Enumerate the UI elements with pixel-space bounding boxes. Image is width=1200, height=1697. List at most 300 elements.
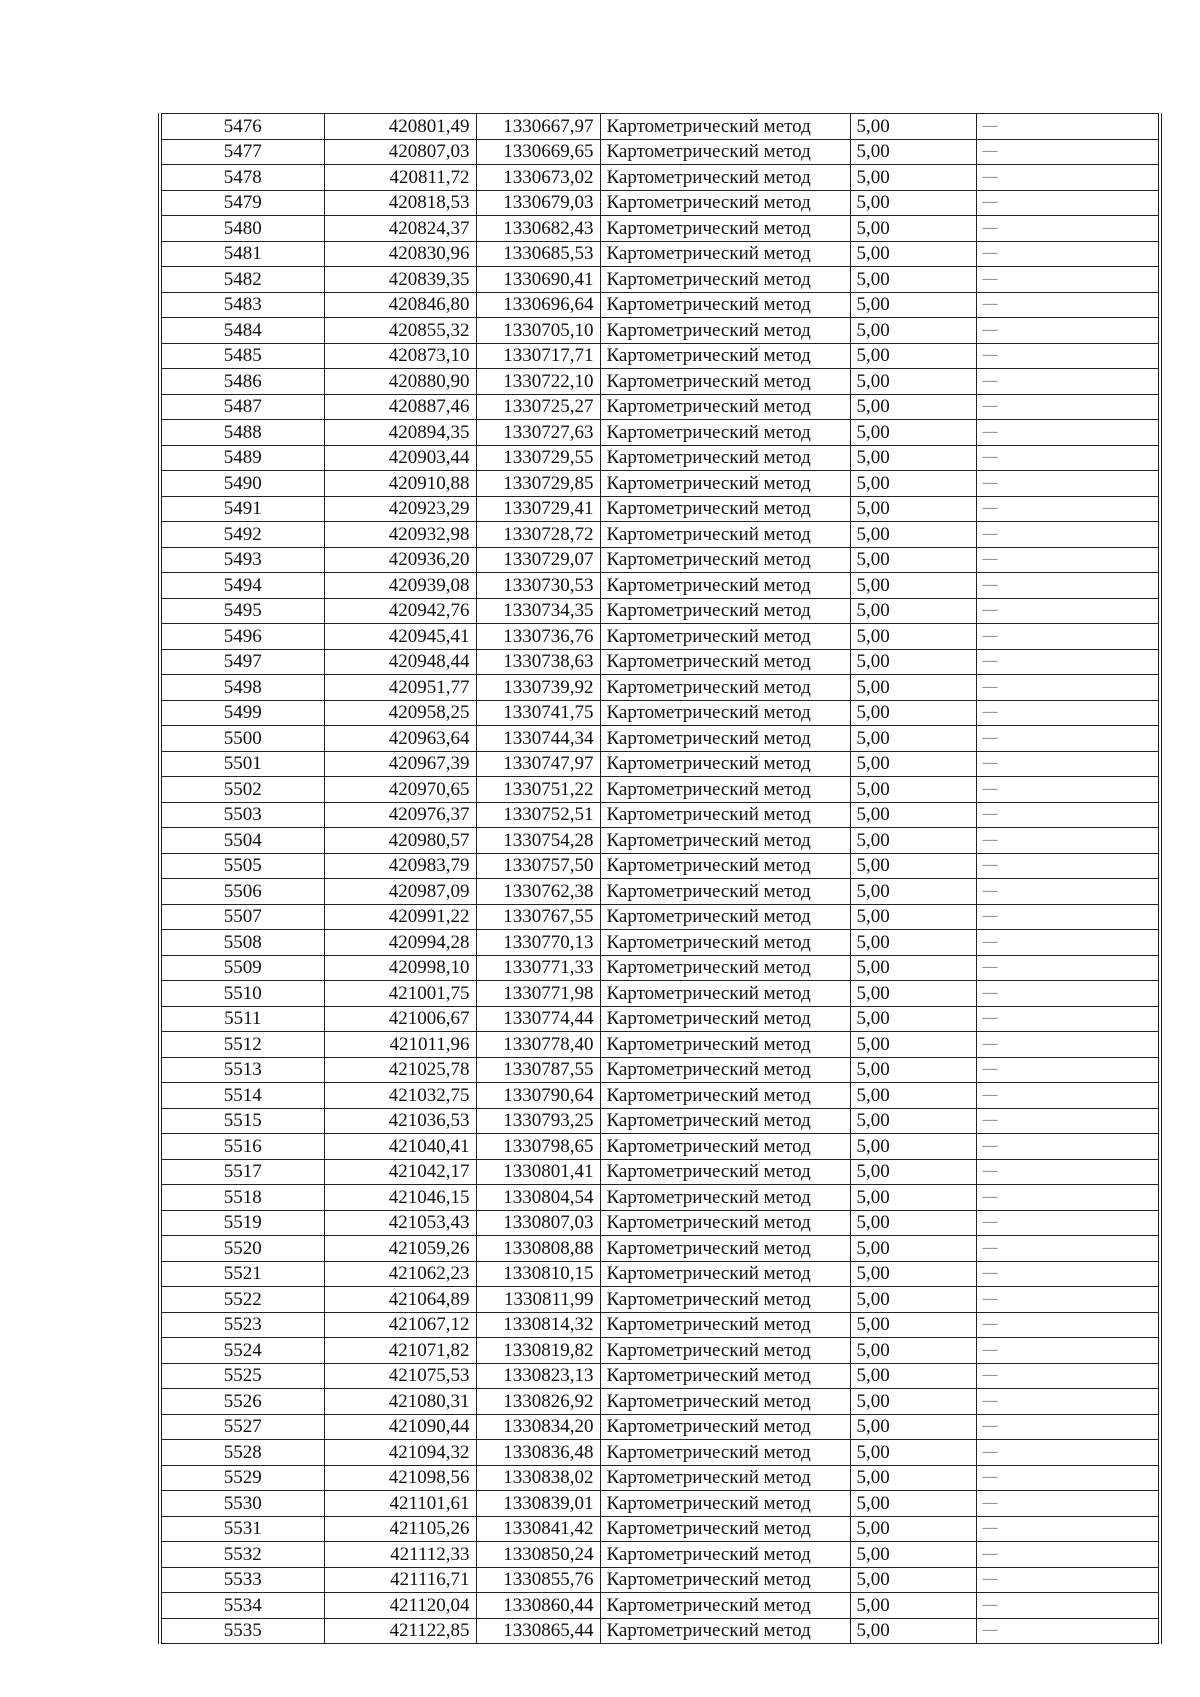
x-coordinate-cell: 420807,03	[324, 139, 476, 165]
x-coordinate-cell: 420824,37	[324, 216, 476, 242]
y-coordinate-cell: 1330767,55	[476, 904, 600, 930]
y-coordinate-cell: 1330770,13	[476, 930, 600, 956]
accuracy-cell: 5,00	[850, 828, 976, 854]
point-number-cell: 5517	[160, 1159, 324, 1185]
accuracy-cell: 5,00	[850, 1185, 976, 1211]
x-coordinate-cell: 421062,23	[324, 1261, 476, 1287]
y-coordinate-cell: 1330771,33	[476, 955, 600, 981]
method-cell: Картометрический метод	[600, 930, 850, 956]
point-number-cell: 5510	[160, 981, 324, 1007]
point-number-cell: 5507	[160, 904, 324, 930]
method-cell: Картометрический метод	[600, 853, 850, 879]
x-coordinate-cell: 421053,43	[324, 1210, 476, 1236]
point-number-cell: 5506	[160, 879, 324, 905]
accuracy-cell: 5,00	[850, 1261, 976, 1287]
y-coordinate-cell: 1330739,92	[476, 675, 600, 701]
table-row	[160, 777, 1160, 803]
accuracy-cell: 5,00	[850, 726, 976, 752]
point-number-cell: 5530	[160, 1491, 324, 1517]
accuracy-cell: 5,00	[850, 624, 976, 650]
coordinates-table-body	[160, 114, 1160, 1644]
y-coordinate-cell: 1330717,71	[476, 343, 600, 369]
point-number-cell: 5532	[160, 1542, 324, 1568]
table-row	[160, 573, 1160, 599]
accuracy-cell: 5,00	[850, 777, 976, 803]
note-dash-cell: —	[976, 904, 1160, 930]
y-coordinate-cell: 1330801,41	[476, 1159, 600, 1185]
accuracy-cell: 5,00	[850, 547, 976, 573]
table-row	[160, 1567, 1160, 1593]
method-cell: Картометрический метод	[600, 904, 850, 930]
x-coordinate-cell: 421080,31	[324, 1389, 476, 1415]
y-coordinate-cell: 1330762,38	[476, 879, 600, 905]
x-coordinate-cell: 420855,32	[324, 318, 476, 344]
x-coordinate-cell: 420923,29	[324, 496, 476, 522]
table-row	[160, 1287, 1160, 1313]
y-coordinate-cell: 1330834,20	[476, 1414, 600, 1440]
method-cell: Картометрический метод	[600, 879, 850, 905]
method-cell: Картометрический метод	[600, 649, 850, 675]
note-dash-cell: —	[976, 318, 1160, 344]
point-number-cell: 5481	[160, 241, 324, 267]
x-coordinate-cell: 420987,09	[324, 879, 476, 905]
y-coordinate-cell: 1330865,44	[476, 1618, 600, 1644]
table-row	[160, 828, 1160, 854]
point-number-cell: 5498	[160, 675, 324, 701]
method-cell: Картометрический метод	[600, 394, 850, 420]
point-number-cell: 5529	[160, 1465, 324, 1491]
point-number-cell: 5524	[160, 1338, 324, 1364]
table-row	[160, 904, 1160, 930]
accuracy-cell: 5,00	[850, 1236, 976, 1262]
point-number-cell: 5495	[160, 598, 324, 624]
point-number-cell: 5490	[160, 471, 324, 497]
x-coordinate-cell: 420936,20	[324, 547, 476, 573]
point-number-cell: 5509	[160, 955, 324, 981]
note-dash-cell: —	[976, 828, 1160, 854]
y-coordinate-cell: 1330696,64	[476, 292, 600, 318]
point-number-cell: 5521	[160, 1261, 324, 1287]
x-coordinate-cell: 420939,08	[324, 573, 476, 599]
method-cell: Картометрический метод	[600, 1491, 850, 1517]
y-coordinate-cell: 1330729,85	[476, 471, 600, 497]
accuracy-cell: 5,00	[850, 981, 976, 1007]
y-coordinate-cell: 1330751,22	[476, 777, 600, 803]
method-cell: Картометрический метод	[600, 1236, 850, 1262]
note-dash-cell: —	[976, 1032, 1160, 1058]
table-row	[160, 675, 1160, 701]
point-number-cell: 5518	[160, 1185, 324, 1211]
note-dash-cell: —	[976, 598, 1160, 624]
method-cell: Картометрический метод	[600, 1108, 850, 1134]
note-dash-cell: —	[976, 1236, 1160, 1262]
note-dash-cell: —	[976, 165, 1160, 191]
note-dash-cell: —	[976, 955, 1160, 981]
method-cell: Картометрический метод	[600, 1465, 850, 1491]
table-row	[160, 1389, 1160, 1415]
x-coordinate-cell: 421116,71	[324, 1567, 476, 1593]
y-coordinate-cell: 1330729,41	[476, 496, 600, 522]
y-coordinate-cell: 1330771,98	[476, 981, 600, 1007]
accuracy-cell: 5,00	[850, 1414, 976, 1440]
y-coordinate-cell: 1330669,65	[476, 139, 600, 165]
point-number-cell: 5482	[160, 267, 324, 293]
note-dash-cell: —	[976, 624, 1160, 650]
note-dash-cell: —	[976, 139, 1160, 165]
table-row	[160, 624, 1160, 650]
y-coordinate-cell: 1330819,82	[476, 1338, 600, 1364]
method-cell: Картометрический метод	[600, 624, 850, 650]
method-cell: Картометрический метод	[600, 165, 850, 191]
note-dash-cell: —	[976, 1134, 1160, 1160]
y-coordinate-cell: 1330814,32	[476, 1312, 600, 1338]
x-coordinate-cell: 421071,82	[324, 1338, 476, 1364]
x-coordinate-cell: 421075,53	[324, 1363, 476, 1389]
note-dash-cell: —	[976, 1338, 1160, 1364]
x-coordinate-cell: 421001,75	[324, 981, 476, 1007]
x-coordinate-cell: 421112,33	[324, 1542, 476, 1568]
table-row	[160, 1134, 1160, 1160]
note-dash-cell: —	[976, 1593, 1160, 1619]
accuracy-cell: 5,00	[850, 1108, 976, 1134]
table-row	[160, 1083, 1160, 1109]
point-number-cell: 5513	[160, 1057, 324, 1083]
method-cell: Картометрический метод	[600, 445, 850, 471]
point-number-cell: 5511	[160, 1006, 324, 1032]
table-row	[160, 700, 1160, 726]
note-dash-cell: —	[976, 420, 1160, 446]
y-coordinate-cell: 1330793,25	[476, 1108, 600, 1134]
point-number-cell: 5516	[160, 1134, 324, 1160]
table-row	[160, 318, 1160, 344]
x-coordinate-cell: 420980,57	[324, 828, 476, 854]
table-row	[160, 1185, 1160, 1211]
point-number-cell: 5527	[160, 1414, 324, 1440]
point-number-cell: 5485	[160, 343, 324, 369]
accuracy-cell: 5,00	[850, 114, 976, 140]
note-dash-cell: —	[976, 496, 1160, 522]
note-dash-cell: —	[976, 1312, 1160, 1338]
y-coordinate-cell: 1330826,92	[476, 1389, 600, 1415]
x-coordinate-cell: 420945,41	[324, 624, 476, 650]
method-cell: Картометрический метод	[600, 139, 850, 165]
accuracy-cell: 5,00	[850, 1083, 976, 1109]
accuracy-cell: 5,00	[850, 1516, 976, 1542]
accuracy-cell: 5,00	[850, 420, 976, 446]
note-dash-cell: —	[976, 700, 1160, 726]
accuracy-cell: 5,00	[850, 216, 976, 242]
point-number-cell: 5523	[160, 1312, 324, 1338]
table-row	[160, 547, 1160, 573]
note-dash-cell: —	[976, 1287, 1160, 1313]
note-dash-cell: —	[976, 1006, 1160, 1032]
x-coordinate-cell: 420818,53	[324, 190, 476, 216]
table-row	[160, 1312, 1160, 1338]
note-dash-cell: —	[976, 1465, 1160, 1491]
accuracy-cell: 5,00	[850, 343, 976, 369]
note-dash-cell: —	[976, 1618, 1160, 1644]
y-coordinate-cell: 1330747,97	[476, 751, 600, 777]
method-cell: Картометрический метод	[600, 522, 850, 548]
x-coordinate-cell: 420873,10	[324, 343, 476, 369]
method-cell: Картометрический метод	[600, 241, 850, 267]
table-row	[160, 394, 1160, 420]
method-cell: Картометрический метод	[600, 1542, 850, 1568]
method-cell: Картометрический метод	[600, 343, 850, 369]
x-coordinate-cell: 420976,37	[324, 802, 476, 828]
point-number-cell: 5476	[160, 114, 324, 140]
accuracy-cell: 5,00	[850, 496, 976, 522]
accuracy-cell: 5,00	[850, 190, 976, 216]
x-coordinate-cell: 421032,75	[324, 1083, 476, 1109]
x-coordinate-cell: 421046,15	[324, 1185, 476, 1211]
x-coordinate-cell: 420983,79	[324, 853, 476, 879]
accuracy-cell: 5,00	[850, 1542, 976, 1568]
x-coordinate-cell: 420948,44	[324, 649, 476, 675]
method-cell: Картометрический метод	[600, 675, 850, 701]
method-cell: Картометрический метод	[600, 981, 850, 1007]
table-row	[160, 726, 1160, 752]
method-cell: Картометрический метод	[600, 1057, 850, 1083]
point-number-cell: 5515	[160, 1108, 324, 1134]
note-dash-cell: —	[976, 190, 1160, 216]
accuracy-cell: 5,00	[850, 1465, 976, 1491]
x-coordinate-cell: 420970,65	[324, 777, 476, 803]
x-coordinate-cell: 420998,10	[324, 955, 476, 981]
note-dash-cell: —	[976, 547, 1160, 573]
x-coordinate-cell: 420894,35	[324, 420, 476, 446]
note-dash-cell: —	[976, 1491, 1160, 1517]
method-cell: Картометрический метод	[600, 1389, 850, 1415]
table-row	[160, 496, 1160, 522]
method-cell: Картометрический метод	[600, 471, 850, 497]
y-coordinate-cell: 1330804,54	[476, 1185, 600, 1211]
accuracy-cell: 5,00	[850, 1006, 976, 1032]
method-cell: Картометрический метод	[600, 726, 850, 752]
y-coordinate-cell: 1330757,50	[476, 853, 600, 879]
method-cell: Картометрический метод	[600, 1159, 850, 1185]
note-dash-cell: —	[976, 751, 1160, 777]
x-coordinate-cell: 420801,49	[324, 114, 476, 140]
x-coordinate-cell: 421067,12	[324, 1312, 476, 1338]
method-cell: Картометрический метод	[600, 1338, 850, 1364]
table-row	[160, 471, 1160, 497]
note-dash-cell: —	[976, 241, 1160, 267]
point-number-cell: 5496	[160, 624, 324, 650]
table-row	[160, 241, 1160, 267]
accuracy-cell: 5,00	[850, 1032, 976, 1058]
point-number-cell: 5491	[160, 496, 324, 522]
x-coordinate-cell: 420811,72	[324, 165, 476, 191]
accuracy-cell: 5,00	[850, 1389, 976, 1415]
method-cell: Картометрический метод	[600, 1083, 850, 1109]
table-row	[160, 1032, 1160, 1058]
y-coordinate-cell: 1330823,13	[476, 1363, 600, 1389]
x-coordinate-cell: 421042,17	[324, 1159, 476, 1185]
point-number-cell: 5484	[160, 318, 324, 344]
accuracy-cell: 5,00	[850, 955, 976, 981]
table-row	[160, 420, 1160, 446]
accuracy-cell: 5,00	[850, 165, 976, 191]
accuracy-cell: 5,00	[850, 853, 976, 879]
x-coordinate-cell: 421098,56	[324, 1465, 476, 1491]
point-number-cell: 5477	[160, 139, 324, 165]
point-number-cell: 5483	[160, 292, 324, 318]
method-cell: Картометрический метод	[600, 1287, 850, 1313]
table-row	[160, 139, 1160, 165]
point-number-cell: 5488	[160, 420, 324, 446]
accuracy-cell: 5,00	[850, 471, 976, 497]
note-dash-cell: —	[976, 1516, 1160, 1542]
point-number-cell: 5499	[160, 700, 324, 726]
x-coordinate-cell: 420839,35	[324, 267, 476, 293]
method-cell: Картометрический метод	[600, 496, 850, 522]
table-row	[160, 1593, 1160, 1619]
note-dash-cell: —	[976, 471, 1160, 497]
x-coordinate-cell: 420967,39	[324, 751, 476, 777]
accuracy-cell: 5,00	[850, 241, 976, 267]
y-coordinate-cell: 1330839,01	[476, 1491, 600, 1517]
accuracy-cell: 5,00	[850, 1363, 976, 1389]
method-cell: Картометрический метод	[600, 1006, 850, 1032]
y-coordinate-cell: 1330744,34	[476, 726, 600, 752]
x-coordinate-cell: 421101,61	[324, 1491, 476, 1517]
method-cell: Картометрический метод	[600, 114, 850, 140]
note-dash-cell: —	[976, 879, 1160, 905]
point-number-cell: 5522	[160, 1287, 324, 1313]
accuracy-cell: 5,00	[850, 1440, 976, 1466]
note-dash-cell: —	[976, 1542, 1160, 1568]
accuracy-cell: 5,00	[850, 318, 976, 344]
x-coordinate-cell: 421059,26	[324, 1236, 476, 1262]
method-cell: Картометрический метод	[600, 1312, 850, 1338]
accuracy-cell: 5,00	[850, 1593, 976, 1619]
y-coordinate-cell: 1330667,97	[476, 114, 600, 140]
method-cell: Картометрический метод	[600, 802, 850, 828]
x-coordinate-cell: 421090,44	[324, 1414, 476, 1440]
note-dash-cell: —	[976, 216, 1160, 242]
method-cell: Картометрический метод	[600, 1516, 850, 1542]
method-cell: Картометрический метод	[600, 1567, 850, 1593]
accuracy-cell: 5,00	[850, 802, 976, 828]
table-row	[160, 1440, 1160, 1466]
table-row	[160, 598, 1160, 624]
y-coordinate-cell: 1330728,72	[476, 522, 600, 548]
note-dash-cell: —	[976, 1210, 1160, 1236]
note-dash-cell: —	[976, 802, 1160, 828]
y-coordinate-cell: 1330690,41	[476, 267, 600, 293]
table-row	[160, 114, 1160, 140]
point-number-cell: 5500	[160, 726, 324, 752]
accuracy-cell: 5,00	[850, 1338, 976, 1364]
point-number-cell: 5504	[160, 828, 324, 854]
method-cell: Картометрический метод	[600, 1134, 850, 1160]
accuracy-cell: 5,00	[850, 1312, 976, 1338]
table-row	[160, 1210, 1160, 1236]
accuracy-cell: 5,00	[850, 1159, 976, 1185]
point-number-cell: 5480	[160, 216, 324, 242]
accuracy-cell: 5,00	[850, 1134, 976, 1160]
x-coordinate-cell: 421094,32	[324, 1440, 476, 1466]
x-coordinate-cell: 421036,53	[324, 1108, 476, 1134]
table-row	[160, 853, 1160, 879]
accuracy-cell: 5,00	[850, 1057, 976, 1083]
x-coordinate-cell: 420942,76	[324, 598, 476, 624]
note-dash-cell: —	[976, 1185, 1160, 1211]
y-coordinate-cell: 1330778,40	[476, 1032, 600, 1058]
table-row	[160, 1465, 1160, 1491]
table-row	[160, 1414, 1160, 1440]
table-row	[160, 1236, 1160, 1262]
y-coordinate-cell: 1330810,15	[476, 1261, 600, 1287]
x-coordinate-cell: 421122,85	[324, 1618, 476, 1644]
table-row	[160, 751, 1160, 777]
y-coordinate-cell: 1330855,76	[476, 1567, 600, 1593]
note-dash-cell: —	[976, 777, 1160, 803]
note-dash-cell: —	[976, 649, 1160, 675]
table-row	[160, 165, 1160, 191]
y-coordinate-cell: 1330836,48	[476, 1440, 600, 1466]
table-row	[160, 930, 1160, 956]
accuracy-cell: 5,00	[850, 139, 976, 165]
accuracy-cell: 5,00	[850, 1618, 976, 1644]
note-dash-cell: —	[976, 1108, 1160, 1134]
point-number-cell: 5535	[160, 1618, 324, 1644]
note-dash-cell: —	[976, 573, 1160, 599]
y-coordinate-cell: 1330752,51	[476, 802, 600, 828]
accuracy-cell: 5,00	[850, 930, 976, 956]
table-row	[160, 343, 1160, 369]
point-number-cell: 5502	[160, 777, 324, 803]
table-row	[160, 267, 1160, 293]
note-dash-cell: —	[976, 267, 1160, 293]
point-number-cell: 5528	[160, 1440, 324, 1466]
y-coordinate-cell: 1330754,28	[476, 828, 600, 854]
note-dash-cell: —	[976, 1363, 1160, 1389]
note-dash-cell: —	[976, 445, 1160, 471]
y-coordinate-cell: 1330725,27	[476, 394, 600, 420]
x-coordinate-cell: 420830,96	[324, 241, 476, 267]
y-coordinate-cell: 1330729,55	[476, 445, 600, 471]
point-number-cell: 5531	[160, 1516, 324, 1542]
note-dash-cell: —	[976, 394, 1160, 420]
point-number-cell: 5508	[160, 930, 324, 956]
accuracy-cell: 5,00	[850, 904, 976, 930]
note-dash-cell: —	[976, 1083, 1160, 1109]
x-coordinate-cell: 420994,28	[324, 930, 476, 956]
y-coordinate-cell: 1330811,99	[476, 1287, 600, 1313]
y-coordinate-cell: 1330673,02	[476, 165, 600, 191]
table-row	[160, 1338, 1160, 1364]
note-dash-cell: —	[976, 522, 1160, 548]
point-number-cell: 5526	[160, 1389, 324, 1415]
y-coordinate-cell: 1330850,24	[476, 1542, 600, 1568]
method-cell: Картометрический метод	[600, 292, 850, 318]
table-row	[160, 1108, 1160, 1134]
table-row	[160, 879, 1160, 905]
accuracy-cell: 5,00	[850, 1491, 976, 1517]
table-row	[160, 1491, 1160, 1517]
table-row	[160, 445, 1160, 471]
accuracy-cell: 5,00	[850, 1567, 976, 1593]
y-coordinate-cell: 1330807,03	[476, 1210, 600, 1236]
note-dash-cell: —	[976, 1567, 1160, 1593]
point-number-cell: 5501	[160, 751, 324, 777]
y-coordinate-cell: 1330682,43	[476, 216, 600, 242]
note-dash-cell: —	[976, 981, 1160, 1007]
point-number-cell: 5489	[160, 445, 324, 471]
point-number-cell: 5487	[160, 394, 324, 420]
